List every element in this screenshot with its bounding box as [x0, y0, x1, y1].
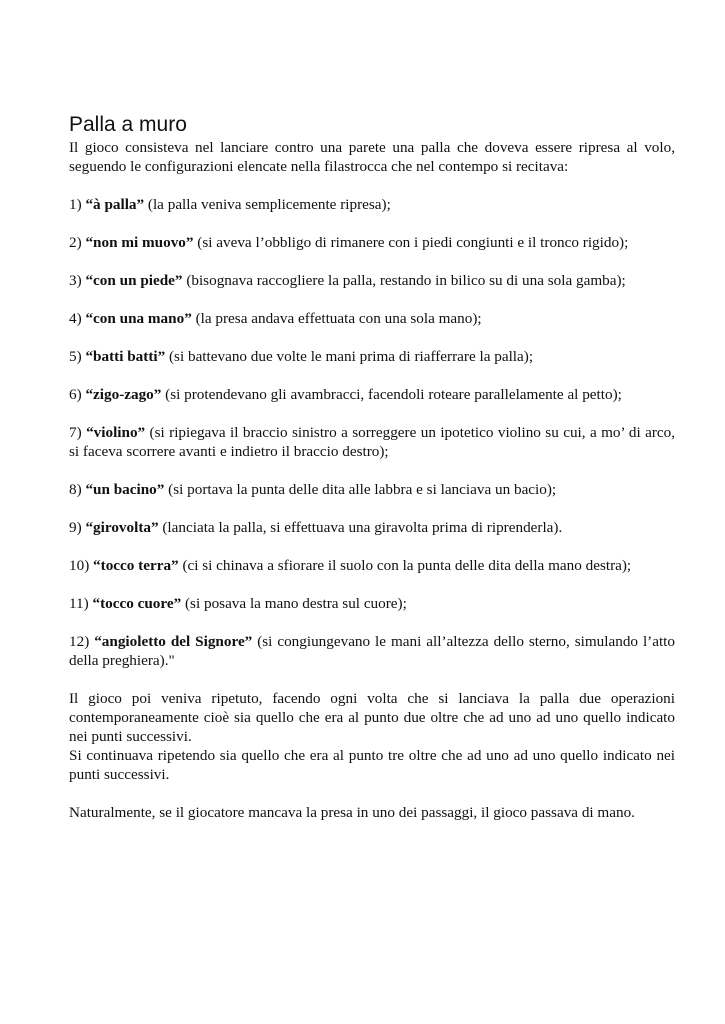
item-description: (la palla veniva semplicemente ripresa);	[144, 196, 391, 213]
item-number: 2)	[69, 234, 82, 251]
configuration-list	[69, 195, 675, 670]
item-description: (si congiungevano le mani all’altezza dello sterno, simulando l’atto della preghiera)."	[69, 633, 675, 669]
list-item	[69, 309, 675, 328]
item-description: (si portava la punta delle dita alle labbra e si lanciava un bacio);	[164, 481, 557, 498]
item-number: 7)	[69, 424, 82, 441]
item-description: (ci si chinava a sfiorare il suolo con la punta delle dita della mano destra);	[178, 557, 632, 574]
list-item	[69, 518, 675, 537]
item-name: “tocco terra”	[93, 557, 179, 574]
list-item	[69, 271, 675, 290]
item-name: “con una mano”	[85, 310, 192, 327]
item-description: (lanciata la palla, si effettuava una giravolta prima di riprenderla).	[158, 519, 563, 536]
item-number: 1)	[69, 196, 82, 213]
item-number: 10)	[69, 557, 90, 574]
intro-paragraph: Il gioco consisteva nel lanciare contro una parete una palla che doveva essere ripresa al volo, seguendo le configurazioni elencate nella filastrocca che nel contempo si recitava:	[69, 139, 675, 175]
item-name: “angioletto del Signore”	[94, 633, 253, 650]
closing-paragraph: Naturalmente, se il giocatore mancava la presa in uno dei passaggi, il gioco passava di mano.	[69, 804, 635, 821]
item-name: “violino”	[86, 424, 146, 441]
item-name: “un bacino”	[85, 481, 165, 498]
page-title: Palla a muro	[69, 113, 187, 136]
item-name: “batti batti”	[85, 348, 166, 365]
item-description: (si posava la mano destra sul cuore);	[181, 595, 407, 612]
list-item	[69, 347, 675, 366]
item-name: “non mi muovo”	[85, 234, 194, 251]
list-item	[69, 632, 675, 670]
item-description: (si protendevano gli avambracci, facendoli roteare parallelamente al petto);	[161, 386, 622, 403]
list-item	[69, 594, 675, 613]
list-item	[69, 423, 675, 461]
item-number: 6)	[69, 386, 82, 403]
item-number: 3)	[69, 272, 82, 289]
list-item	[69, 195, 675, 214]
list-item	[69, 385, 675, 404]
item-description: (si ripiegava il braccio sinistro a sorreggere un ipotetico violino su cui, a mo’ di arco, si faceva scorrere avanti e indietro il braccio destro);	[69, 424, 676, 460]
list-item	[69, 233, 675, 252]
closing-paragraph: Si continuava ripetendo sia quello che era al punto tre oltre che ad uno ad uno quello indicato nei punti successivi.	[69, 747, 675, 783]
item-description: (si aveva l’obbligo di rimanere con i piedi congiunti e il tronco rigido);	[193, 234, 629, 251]
item-number: 5)	[69, 348, 82, 365]
item-number: 9)	[69, 519, 82, 536]
item-number: 12)	[69, 633, 90, 650]
item-name: “zigo-zago”	[85, 386, 162, 403]
item-number: 8)	[69, 481, 82, 498]
document-page	[69, 112, 675, 822]
closing-paragraph: Il gioco poi veniva ripetuto, facendo ogni volta che si lanciava la palla due operazioni contemporaneamente cioè sia quello che era al punto due oltre che ad uno ad uno quello indicato nei punti successivi.	[69, 690, 675, 745]
item-description: (si battevano due volte le mani prima di riafferrare la palla);	[165, 348, 534, 365]
item-name: “con un piede”	[85, 272, 183, 289]
item-name: “girovolta”	[85, 519, 159, 536]
item-name: “tocco cuore”	[92, 595, 182, 612]
list-item	[69, 556, 675, 575]
item-number: 4)	[69, 310, 82, 327]
item-number: 11)	[69, 595, 89, 612]
list-item	[69, 480, 675, 499]
item-description: (bisognava raccogliere la palla, restando in bilico su di una sola gamba);	[182, 272, 626, 289]
item-description: (la presa andava effettuata con una sola mano);	[191, 310, 482, 327]
item-name: “à palla”	[85, 196, 145, 213]
